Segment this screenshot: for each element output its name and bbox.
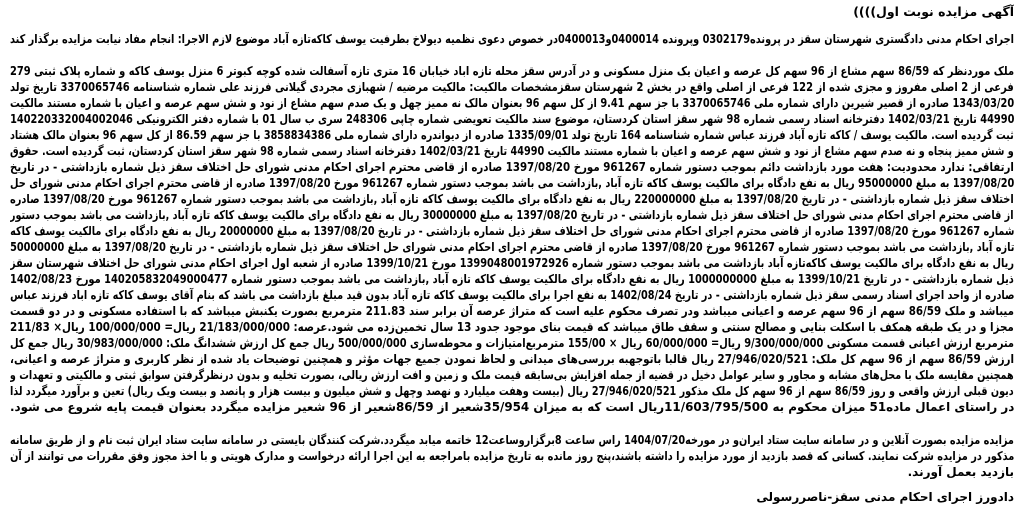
property-description-line-text: صادره از واحد اجرای اسناد رسمی سقز ذیل شماره بازداشتی - در تاریخ 1402/08/24 به نفع اجرا برای مالکیت یوسف کاکه تازه آباد بدون قید مبلغ بازداشت می باشد که بنام آقای یوسف کاکه تازه اباد فرزند عباس [10,288,1014,302]
property-description-paragraph [10,63,1014,415]
property-description-line-text: مجزا و در یک طبقه همکف با اسکلت بنایی و مصالح سنتی و سقف طاق میباشد که قیمت بنای موجود جدود 13 سال تخمین‌زده می شود.عرصه: 21/183/000/000 ریال= 100/000/000 ریال× 211/83 [10,320,1014,334]
property-description-line [10,303,1014,319]
property-description-line-text: اختلاف سقز ذیل شماره بازداشتی - در تاریخ 1397/08/20 به مبلغ 220000000 ریال به نفع دادگاه برای مالکیت یوسف کاکه تازه آباد ,بازداشت می باشد بموجب دستور شماره 961267 مورخ 1397/08/20 صادره [10,192,1014,206]
property-description-line-text: و شش ممیز پنجاه و نه صدم سهم مشاع از نود و شش سهم عرصه و اعیان با شماره مستند مالکیت 44990 تاریخ 1402/03/21 دفترخانه اسناد رسمی شماره 98 شهر سقز استان کردستان، ثبت گردیده است. حقوق [10,144,1014,158]
property-description-line [10,319,1014,335]
notice-title-text: آگهی مزایده نوبت اول)))) [853,4,1014,19]
auction-terms-line [10,448,1014,464]
signature-text: دادورز اجرای احکام مدنی سقز-ناصررسولی [756,490,1014,504]
property-description-line [10,95,1014,111]
property-description-line-text: ذیل شماره بازداشتی - در تاریخ 1399/10/21 به مبلغ 1000000000 ریال به نفع دادگاه برای مالکیت یوسف کاکه تازه آباد ,بازداشت می باشد بموجب دستور شماره 140205832049000477 مورخ 1402/08/23 [10,272,1014,286]
property-description-line [10,383,1014,399]
property-description-line [10,287,1014,303]
auction-terms-paragraph [10,432,1014,480]
property-description-line [10,239,1014,255]
property-description-line-text: 44990 تاریخ 1402/03/21 دفترخانه اسناد رسمی شماره 98 شهر سقز استان کردستان، موضوع سند مالکیت تعویضی شماره چاپی 248306 سری ب سال 01 با شماره دفتر الکترونیکی 140220332004002046 [10,112,1014,126]
property-description-line-text: ارتفاقی: ندارد محدودیت: هفت مورد بازداشت دائم بموجب دستور شماره 961267 مورخ 1397/08/20 صادره از قاضی محترم اجرای احکام مدنی شورای حل اختلاف سقز ذیل شماره بازداشتی - در تاریخ [10,160,1014,174]
property-description-line-text: ثبت گردیده است. مالکیت یوسف / کاکه تازه آباد فرزند عباس شماره شناسنامه 164 تاریخ تولد 1335/09/01 صادره از دیواندره دارای شماره ملی 3858834386 با جز سهم 86.59 از کل سهم 96 بعنوان مالک هشتاد [10,128,1014,142]
property-description-line [10,191,1014,207]
auction-terms-line-text: مزایده مزایده بصورت آنلاین و در سامانه سایت ستاد ایران‌و در مورخه1404/07/20 راس ساعت 8برگزارو‌ساعت12 خاتمه میابد میگردد.شرکت کنندگان بایستی در سامانه سایت ستاد ایران ثبت نام و از طریق سامانه [10,433,1014,447]
property-description-line-text: ارزش 86/59 سهم از 96 سهم کل ملک: 27/946/020/521 ریال قالبا باتوجهبه بررسی‌های میدانی و لحاظ نمودن جمیع جهات مؤثر و همچنین توضیحات یاد شده از نظر کاربری و متراژ عرصه و اعیانی، [10,352,1014,366]
property-description-line-text: همچنین مقایسه ملک با محل‌های مشابه و مجاور و سایر عوامل دخیل در قضیه از جمله افزایش بی‌سابقه قیمت ملک و زمین و افت ارزش ریالی، بصورت تخلیه و بدون درنظرگرفتن سوابق ثبتی و مالکیتی و تعهدات و [10,368,1014,382]
property-description-line [10,127,1014,143]
property-description-line-text: شماره 961267 مورخ 1397/08/20 صادره از قاضی محترم اجرای احکام مدنی شورای حل اختلاف سقز ذیل شماره بازداشتی - در تاریخ 1397/08/20 به مبلغ 20000000 ریال به نفع دادگاه برای مالکیت یوسف کاکه [10,224,1014,238]
property-description-line [10,207,1014,223]
property-description-line-text: دیون قبلی ارزش واقعی و روز 86/59 سهم از 96 سهم کل ملک مذکور 27/946/020/521 ریال (بیست وهفت میلیارد و نهصد وچهل و شش میلیون و بیست هزار و پانصد و بیست ویک ریال) تعین و برآورد میگردد لذا [10,384,1014,398]
property-description-line-text: 1343/03/20 صادره از قصیر شیرین دارای شماره ملی 3370065746 با جز سهم 9.41 از کل سهم 96 بعنوان مالک نه ممیز چهل و یک صدم سهم مشاع از نود و شش سهم عرصه و اعیان با شماره مستند مالکیت [10,96,1014,110]
property-description-line [10,351,1014,367]
signature-block [10,489,1014,505]
property-description-line-text: فرعی از 2 اصلی مفروز و مجزی شده از 122 فرعی از اصلی واقع در بخش 2 شهرستان سقزمشخصات مالکیت: مالکیت مرضیه / شهبازی مجردی گیلانی فرزند علی شماره شناسنامه 3370065746 تاریخ تولد [10,80,1014,94]
property-description-line [10,367,1014,383]
property-description-line [10,335,1014,351]
auction-terms-line [10,432,1014,448]
property-description-line-text: میباشد و ملک 86/59 سهم از 96 سهم عرصه و اعیانی میباشد ودر تصرف محکوم علیه است که متراژ عرصه آن برابر سند 211.83 مترمربع بصورت یکنبش میباشد که با استفاده مسکونی و در دو قسمت [10,304,1014,318]
property-description-line-text: ریال به نفع دادگاه برای مالکیت یوسف کاکه‌تازه آباد بازداشت می باشد بموجب دستور شماره 1399048001972926 مورخ 1399/10/21 صادره از شعبه اول اجرای احکام مدنی شورای حل اختلاف شهرستان سقز [10,256,1014,270]
property-description-line-text: ملک موردنظر که 86/59 سهم مشاع از 96 سهم کل عرصه و اعیان یک منزل مسکونی و در آدرس سقز محله تازه اباد خیابان 16 متری تازه آسفالت شده کوچه کبوتر 6 منزل یوسف کاکه و شماره پلاک ثبتی 279 [10,64,1014,78]
property-description-line-text: 1397/08/20 به مبلغ 95000000 ریال به نفع دادگاه برای مالکیت یوسف کاکه تازه آباد ,بازداشت می باشد بموجب دستور شماره 961267 مورخ 1397/08/20 صادره از قاضی محترم اجرای احکام مدنی شورای حل [10,176,1014,190]
auction-terms-line [10,464,1014,480]
property-description-line [10,223,1014,239]
property-description-line [10,271,1014,287]
property-description-line [10,143,1014,159]
case-intro-block [10,31,1014,47]
property-description-line [10,79,1014,95]
property-description-line-text: تازه آباد ,بازداشت می باشد بموجب دستور شماره 961267 مورخ 1397/08/20 صادره از قاضی محترم اجرای احکام مدنی شورای حل اختلاف سقز ذیل شماره بازداشتی - در تاریخ 1397/08/20 به مبلغ 50000000 [10,240,1014,254]
property-description-line [10,111,1014,127]
case-intro-text: اجرای احکام مدنی دادگستری شهرستان سقز در پرونده0302179 وپرونده 0400014و0400013در خصوص دعوی نظمیه دیولاخ بطرفیت یوسف کاکه‌تازه آباد موضوع لازم الاجرا: انجام مفاد نیابت مزایده برگذار کند [10,32,1014,46]
property-description-line [10,175,1014,191]
case-intro-line [10,31,1014,47]
property-description-line [10,255,1014,271]
property-description-line [10,63,1014,79]
notice-title-block [10,4,1014,20]
property-description-line [10,159,1014,175]
property-description-line-text: مترمربع ارزش اعیانی قسمت مسکونی 9/300/000/000 ریال= 60/000/000 ریال × 155/00 مترمربع‌امتیازات و محوطه‌سازی 500/000/000 ریال جمع کل ارزش ششدانگ ملک: 30/983/000/000 ریال جمع کل [10,336,1014,350]
property-description-line-text: در راستای اعمال ماده51 میزان محکوم به 11/603/795/500ریال است که به میزان 35/954شعیر از 86/59شعیر از 96 شعیر مزایده میگردد بعنوان قیمت پایه شروع می شود. [10,400,1014,414]
auction-terms-line-text: مذکور در مزایده شرکت نمایند. کسانی که قصد بازدید از مورد مزایده را داشته باشند،پنج روز مانده به تاریخ مزایده بامراجعه به این اجرا ارائه درخواست و مدارک هویتی و با اخذ مجوز وفق مقررات می توانند از آن [10,449,1014,463]
notice-title [10,4,1014,20]
auction-terms-line-text: بازدید بعمل آورند. [907,465,1014,479]
property-description-line [10,399,1014,415]
property-description-line-text: از قاضی محترم اجرای احکام مدنی شورای حل اختلاف سقز ذیل شماره بازداشتی - در تاریخ 1397/08/20 به مبلغ 30000000 ریال به نفع دادگاه برای مالکیت یوسف کاکه تازه آباد ,بازداشت می باشد بموجب دستور [10,208,1014,222]
signature-line [10,489,1014,505]
